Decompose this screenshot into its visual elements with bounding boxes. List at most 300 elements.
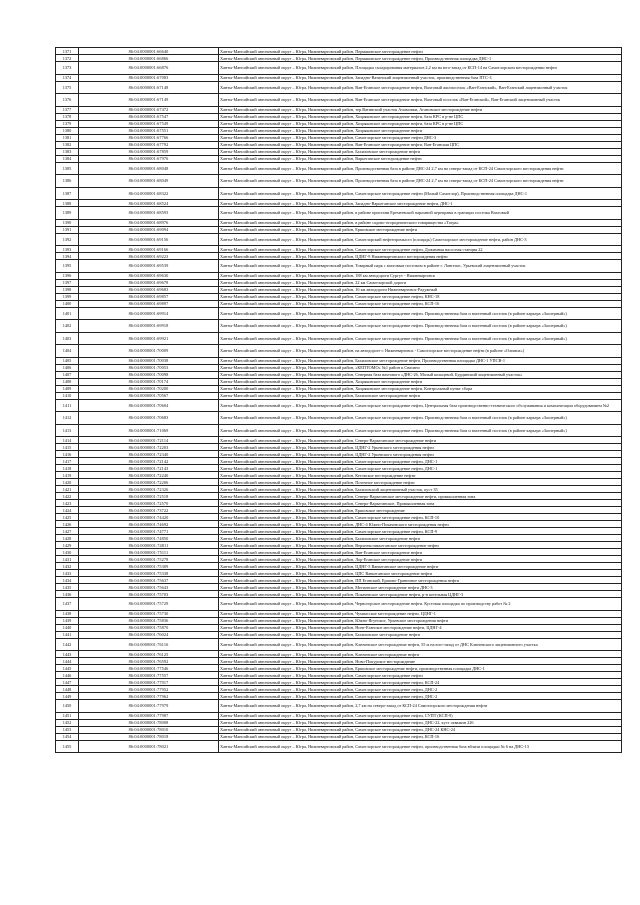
row-number-cell: 1385 xyxy=(56,162,79,175)
table-row xyxy=(56,187,622,200)
row-number-cell: 1433 xyxy=(56,570,79,577)
location-address-cell: Ханты-Мансийский автономный округ – Югра, Нижневартовский район, Поточное месторождение нефти xyxy=(219,479,622,486)
table-row xyxy=(56,610,622,617)
row-number-cell: 1452 xyxy=(56,719,79,726)
table-row xyxy=(56,55,622,62)
location-address-cell: Ханты-Мансийский автономный округ – Югра, Нижневартовский район, Самотлорское месторождение нефти, Дожимная насосная станция 22 xyxy=(219,246,622,253)
location-address-cell: Ханты-Мансийский автономный округ – Югра, Нижневартовский район, Хохряковское месторождение нефти, база КРС в р-не ЦПС xyxy=(219,120,622,127)
table-row xyxy=(56,226,622,233)
location-address-cell: Ханты-Мансийский автономный округ – Югра, Нижневартовский район, Бахиловское месторождение нефти, Производственная площадка ДНС-1 УПСВ-1 xyxy=(219,357,622,364)
table-row xyxy=(56,444,622,451)
cadastral-number-cell: 86:04:0000001:67549 xyxy=(79,120,219,127)
table-row xyxy=(56,535,622,542)
location-address-cell: Ханты-Мансийский автономный округ – Югра, Нижневартовский район, Самотлорское месторождение нефти, КНС-18 xyxy=(219,293,622,300)
table-row xyxy=(56,712,622,719)
row-number-cell: 1447 xyxy=(56,679,79,686)
table-row xyxy=(56,81,622,94)
row-number-cell: 1417 xyxy=(56,458,79,465)
location-address-cell: Ханты-Мансийский автономный округ – Югра, Нижневартовский район, Мегионское месторождение нефти ДНС-3 xyxy=(219,584,622,591)
cadastral-number-cell: 86:04:0000001:71069 xyxy=(79,424,219,437)
location-address-cell: Ханты-Мансийский автономный округ – Югра, Нижневартовский район, Верхнеколикъеганское месторождение нефти xyxy=(219,542,622,549)
location-address-cell: Ханты-Мансийский автономный округ – Югра, Нижневартовский район, в районе садово-огороднического товарищества «Тагра» xyxy=(219,219,622,226)
table-row xyxy=(56,332,622,345)
location-address-cell: Ханты-Мансийский автономный округ – Югра, Нижневартовский район, Самотлорское месторождение нефти, Центральная база производственно-технического обслуживания и комплектации оборудованием №2 xyxy=(219,399,622,412)
location-address-cell: Ханты-Мансийский автономный округ – Югра, Нижневартовский район, Самотлорское месторождение нефти. Производственная база и вахтенный поселок (в районе карьера «Заозерный») xyxy=(219,412,622,425)
cadastral-number-cell: 86:04:0000001:77557 xyxy=(79,672,219,679)
cadastral-number-cell: 86:04:0000001:76024 xyxy=(79,631,219,638)
row-number-cell: 1380 xyxy=(56,127,79,134)
location-address-cell: Ханты-Мансийский автономный округ – Югра, Нижневартовский район, Хохряковское месторождение нефти, Контрольный пункт сбора xyxy=(219,385,622,392)
table-row xyxy=(56,465,622,472)
row-number-cell: 1379 xyxy=(56,120,79,127)
table-row xyxy=(56,120,622,127)
location-address-cell: Ханты-Мансийский автономный округ – Югра, Нижневартовский район, 2,7 км на северо-запад от КСП-24 Самотлорского месторождения нефти xyxy=(219,700,622,713)
cadastral-number-cell: 86:04:0000001:72570 xyxy=(79,500,219,507)
location-address-cell: Ханты-Мансийский автономный округ – Югра, Нижневартовский район, Западно-Варьеганское месторождение нефти, ДНС-1 xyxy=(219,200,622,207)
location-address-cell: Ханты-Мансийский автономный округ – Югра, Нижневартовский район, «КЕПТОМО» №1 район п.Свасино xyxy=(219,364,622,371)
cadastral-number-cell: 86:04:0000001:70200 xyxy=(79,385,219,392)
location-address-cell: Ханты-Мансийский автономный округ – Югра, Нижневартовский район, Нонг-Еганское месторождение нефти, ЦДНГ-4 xyxy=(219,624,622,631)
cadastral-number-cell: 86:04:0000001:66876 xyxy=(79,62,219,75)
cadastral-number-cell: 86:04:0000001:72518 xyxy=(79,493,219,500)
location-address-cell: Ханты-Мансийский автономный округ – Югра, Нижневартовский район, ДНС-4 Южно-Покачевского месторождения нефти xyxy=(219,521,622,528)
row-number-cell: 1415 xyxy=(56,444,79,451)
row-number-cell: 1392 xyxy=(56,233,79,246)
cadastral-number-cell: 86:04:0000001:76116 xyxy=(79,638,219,651)
row-number-cell: 1432 xyxy=(56,563,79,570)
row-number-cell: 1401 xyxy=(56,307,79,320)
table-row xyxy=(56,507,622,514)
row-number-cell: 1389 xyxy=(56,207,79,220)
row-number-cell: 1434 xyxy=(56,577,79,584)
location-address-cell: Ханты-Мансийский автономный округ – Югра, Нижневартовский район, Самотлорское месторождение нефти, КСП-9 xyxy=(219,528,622,535)
location-address-cell: Ханты-Мансийский автономный округ – Югра, Нижневартовский район, Варьеганское месторождение нефти xyxy=(219,155,622,162)
row-number-cell: 1412 xyxy=(56,412,79,425)
row-number-cell: 1416 xyxy=(56,451,79,458)
row-number-cell: 1404 xyxy=(56,345,79,358)
row-number-cell: 1410 xyxy=(56,392,79,399)
location-address-cell: Ханты-Мансийский автономный округ – Югра, Нижневартовский район, Самотлорское месторождение нефти. Производственная база и вахтенный поселок (в районе карьера «Заозерный») xyxy=(219,320,622,333)
location-address-cell: Ханты-Мансийский автономный округ – Югра, Нижневартовский район, Северо-Варьеганское месторождение нефти xyxy=(219,437,622,444)
row-number-cell: 1423 xyxy=(56,500,79,507)
cadastral-number-cell: 86:04:0000001:67551 xyxy=(79,127,219,134)
location-address-cell: Ханты-Мансийский автономный округ – Югра, Нижневартовский район, ЦДНГ-2 Урьевского месторождения нефти xyxy=(219,451,622,458)
row-number-cell: 1442 xyxy=(56,638,79,651)
cadastral-number-cell: 86:04:0000001:66866 xyxy=(79,55,219,62)
row-number-cell: 1407 xyxy=(56,371,79,378)
cadastral-number-cell: 86:04:0000001:78018 xyxy=(79,733,219,740)
table-row xyxy=(56,672,622,679)
table-row xyxy=(56,378,622,385)
table-row xyxy=(56,631,622,638)
location-address-cell: Ханты-Мансийский автономный округ – Югра, Нижневартовский район, Самотлорское месторождение нефти, ДНС-1 xyxy=(219,465,622,472)
table-row xyxy=(56,399,622,412)
cadastral-number-cell: 86:04:0000001:74850 xyxy=(79,535,219,542)
cadastral-number-cell: 86:04:0000001:69630 xyxy=(79,272,219,279)
location-address-cell: Ханты-Мансийский автономный округ – Югра, Нижневартовский район, Самотлорское месторождение нефти, СУПТ (КСП-9) xyxy=(219,712,622,719)
location-address-cell: Ханты-Мансийский автономный округ – Югра, Нижневартовский район, Самотлорское месторождение нефти, производственная база вблизи площадки № 6 на ДНС-13 xyxy=(219,740,622,753)
cadastral-number-cell: 86:04:0000001:70053 xyxy=(79,364,219,371)
row-number-cell: 1390 xyxy=(56,219,79,226)
table-row xyxy=(56,514,622,521)
row-number-cell: 1431 xyxy=(56,556,79,563)
location-address-cell: Ханты-Мансийский автономный округ – Югра, Нижневартовский район, ЦПС Ваньеганское месторождение нефти xyxy=(219,570,622,577)
row-number-cell: 1444 xyxy=(56,658,79,665)
row-number-cell: 1387 xyxy=(56,187,79,200)
location-address-cell: Ханты-Мансийский автономный округ – Югра, Нижневартовский район, Самотлорское месторождение нефти, КСП-16 xyxy=(219,300,622,307)
cadastral-number-cell: 86:04:0000001:78021 xyxy=(79,740,219,753)
location-address-cell: Ханты-Мансийский автономный округ – Югра, Нижневартовский район, ЦДНГ-5 Ваньеганское месторождение нефти xyxy=(219,563,622,570)
location-address-cell: Ханты-Мансийский автономный округ – Югра, Нижневартовский район, Бахиловское месторождение нефти xyxy=(219,392,622,399)
table-row xyxy=(56,617,622,624)
table-row xyxy=(56,500,622,507)
row-number-cell: 1383 xyxy=(56,148,79,155)
location-address-cell: Ханты-Мансийский автономный округ – Югра, Нижневартовский район, 188 км автодороги Сургут - Нижневартовск xyxy=(219,272,622,279)
cadastral-number-cell: 86:04:0000001:70683 xyxy=(79,412,219,425)
row-number-cell: 1403 xyxy=(56,332,79,345)
table-row xyxy=(56,155,622,162)
location-address-cell: Ханты-Мансийский автономный округ – Югра, Нижневартовский район, Самотлорское месторождение нефти, КСП-16 xyxy=(219,733,622,740)
table-row xyxy=(56,162,622,175)
table-row xyxy=(56,686,622,693)
cadastral-number-cell: 86:04:0000001:74420 xyxy=(79,514,219,521)
location-address-cell: Ханты-Мансийский автономный округ – Югра, Нижневартовский район, Самотлорский нефтепромысел (площадь) Самотлорское месторождение нефти, район ДНС-3 xyxy=(219,233,622,246)
location-address-cell: Ханты-Мансийский автономный округ – Югра, Нижневартовский район, Самотлорское месторождение нефти, КСП-10 xyxy=(219,514,622,521)
location-address-cell: Ханты-Мансийский автономный округ – Югра, Нижневартовский район, Пермяковское месторождение нефти xyxy=(219,48,622,55)
row-number-cell: 1394 xyxy=(56,253,79,260)
table-row xyxy=(56,528,622,535)
table-row xyxy=(56,451,622,458)
cadastral-number-cell: 86:04:0000001:68049 xyxy=(79,175,219,188)
table-row xyxy=(56,357,622,364)
cadastral-number-cell: 86:04:0000001:67859 xyxy=(79,148,219,155)
location-address-cell: Ханты-Мансийский автономный округ – Югра, Нижневартовский район, Самотлорское месторождение нефти ДНС-3 xyxy=(219,134,622,141)
cadastral-number-cell: 86:04:0000001:72240 xyxy=(79,472,219,479)
cadastral-number-cell: 86:04:0000001:72142 xyxy=(79,458,219,465)
row-number-cell: 1441 xyxy=(56,631,79,638)
location-address-cell: Ханты-Мансийский автономный округ – Югра, Нижневартовский район, Самотлорское месторождение нефти. Производственная база и вахтенный поселок (в районе карьера «Заозерный») xyxy=(219,307,622,320)
location-address-cell: Ханты-Мансийский автономный округ – Югра, Нижневартовский район, в районе пристани Еремеевской паромной переправы в границах поселка Вахтовый xyxy=(219,207,622,220)
table-row xyxy=(56,320,622,333)
row-number-cell: 1420 xyxy=(56,479,79,486)
location-address-cell: Ханты-Мансийский автономный округ – Югра, Нижневартовский район, Самотлорское месторождение нефти, ДНС-2 xyxy=(219,686,622,693)
row-number-cell: 1422 xyxy=(56,493,79,500)
row-number-cell: 1377 xyxy=(56,106,79,113)
cadastral-number-cell: 86:04:0000001:72340 xyxy=(79,451,219,458)
row-number-cell: 1413 xyxy=(56,424,79,437)
row-number-cell: 1402 xyxy=(56,320,79,333)
cadastral-number-cell: 86:04:0000001:69166 xyxy=(79,246,219,253)
cadastral-number-cell: 86:04:0000001:68322 xyxy=(79,187,219,200)
cadastral-number-cell: 86:04:0000001:70174 xyxy=(79,378,219,385)
row-number-cell: 1425 xyxy=(56,514,79,521)
row-number-cell: 1421 xyxy=(56,486,79,493)
row-number-cell: 1437 xyxy=(56,598,79,611)
table-row xyxy=(56,293,622,300)
cadastral-number-cell: 86:04:0000001:69539 xyxy=(79,260,219,273)
cadastral-number-cell: 86:04:0000001:75643 xyxy=(79,584,219,591)
location-address-cell: Ханты-Мансийский автономный округ – Югра, Нижневартовский район, Ершовское месторождение xyxy=(219,507,622,514)
location-address-cell: Ханты-Мансийский автономный округ – Югра, Нижневартовский район, Ершовское месторождение нефти xyxy=(219,226,622,233)
table-row xyxy=(56,148,622,155)
location-address-cell: Ханты-Мансийский автономный округ – Югра, Нижневартовский район, Самотлорское месторождение нефти (Малый Самотлор), Производственная площадка ДНС-1 xyxy=(219,187,622,200)
table-row xyxy=(56,424,622,437)
cadastral-number-cell: 86:04:0000001:67149 xyxy=(79,94,219,107)
location-address-cell: Ханты-Мансийский автономный округ – Югра, Нижневартовский район, ПП Еганский, Ершово-Граничное месторождения нефти xyxy=(219,577,622,584)
table-row xyxy=(56,260,622,273)
table-row xyxy=(56,141,622,148)
location-address-cell: Ханты-Мансийский автономный округ – Югра, Нижневартовский район, Южно-Ягунское, Урьевское месторождения нефти xyxy=(219,617,622,624)
row-number-cell: 1450 xyxy=(56,700,79,713)
cadastral-number-cell: 86:04:0000001:67148 xyxy=(79,81,219,94)
cadastral-number-cell: 86:04:0000001:67792 xyxy=(79,141,219,148)
row-number-cell: 1411 xyxy=(56,399,79,412)
location-address-cell: Ханты-Мансийский автономный округ – Югра, Нижневартовский район, Пермяковское месторождение нефти, Производственная площадка ДНС-1 xyxy=(219,55,622,62)
table-row xyxy=(56,134,622,141)
cadastral-number-cell: 86:04:0000001:69683 xyxy=(79,286,219,293)
row-number-cell: 1378 xyxy=(56,113,79,120)
cadastral-number-cell: 86:04:0000001:68048 xyxy=(79,162,219,175)
cadastral-number-cell: 86:04:0000001:72143 xyxy=(79,465,219,472)
cadastral-number-cell: 86:04:0000001:68593 xyxy=(79,207,219,220)
table-row xyxy=(56,563,622,570)
table-row xyxy=(56,246,622,253)
cadastral-number-cell: 86:04:0000001:72326 xyxy=(79,486,219,493)
row-number-cell: 1414 xyxy=(56,437,79,444)
table-row xyxy=(56,665,622,672)
row-number-cell: 1445 xyxy=(56,665,79,672)
row-number-cell: 1398 xyxy=(56,286,79,293)
table-row xyxy=(56,371,622,378)
cadastral-number-cell: 86:04:0000001:67976 xyxy=(79,155,219,162)
cadastral-number-cell: 86:04:0000001:75836 xyxy=(79,617,219,624)
cadastral-number-cell: 86:04:0000001:75729 xyxy=(79,598,219,611)
row-number-cell: 1384 xyxy=(56,155,79,162)
cadastral-number-cell: 86:04:0000001:67547 xyxy=(79,113,219,120)
table-row xyxy=(56,719,622,726)
table-row xyxy=(56,253,622,260)
row-number-cell: 1386 xyxy=(56,175,79,188)
location-address-cell: Ханты-Мансийский автономный округ – Югра, Нижневартовский район, Ново-Покурское месторождение xyxy=(219,658,622,665)
location-address-cell: Ханты-Мансийский автономный округ – Югра, Нижневартовский район, Ван-Еганское месторождение нефти xyxy=(219,549,622,556)
row-number-cell: 1440 xyxy=(56,624,79,631)
cadastral-number-cell: 86:04:0000001:75338 xyxy=(79,570,219,577)
cadastral-number-cell: 86:04:0000001:69156 xyxy=(79,233,219,246)
table-row xyxy=(56,300,622,307)
row-number-cell: 1448 xyxy=(56,686,79,693)
cadastral-number-cell: 86:04:0000001:75111 xyxy=(79,549,219,556)
row-number-cell: 1405 xyxy=(56,357,79,364)
cadastral-number-cell: 86:04:0000001:77962 xyxy=(79,693,219,700)
cadastral-number-cell: 86:04:0000001:74811 xyxy=(79,542,219,549)
table-row xyxy=(56,364,622,371)
row-number-cell: 1372 xyxy=(56,55,79,62)
location-address-cell: Ханты-Мансийский автономный округ – Югра, Нижневартовский район, Ключевское месторождение нефти xyxy=(219,651,622,658)
row-number-cell: 1409 xyxy=(56,385,79,392)
cadastral-number-cell: 86:04:0000001:69223 xyxy=(79,253,219,260)
cadastral-number-cell: 86:04:0000001:68524 xyxy=(79,200,219,207)
location-address-cell: Ханты-Мансийский автономный округ – Югра, Нижневартовский район, на автодороге г. Нижневартовск - Самотлорское месторождение нефти (в районе «Олимпа») xyxy=(219,345,622,358)
row-number-cell: 1382 xyxy=(56,141,79,148)
table-row xyxy=(56,345,622,358)
cadastral-number-cell: 86:04:0000001:69921 xyxy=(79,332,219,345)
cadastral-number-cell: 86:04:0000001:77546 xyxy=(79,665,219,672)
location-address-cell: Ханты-Мансийский автономный округ – Югра, Нижневартовский район, Лор-Еганское месторождение нефти xyxy=(219,556,622,563)
location-address-cell: Ханты-Мансийский автономный округ – Югра, Нижневартовский район, Производственная база в районе ДНС-24 2,7 км на северо-запад от КСП-24 Самотлорского месторождения нефти xyxy=(219,162,622,175)
location-address-cell: Ханты-Мансийский автономный округ – Югра, Нижневартовский район, Черногорское месторождение нефти. Кустовая площадка по производству работ № 2 xyxy=(219,598,622,611)
cadastral-number-cell: 86:04:0000001:77917 xyxy=(79,679,219,686)
row-number-cell: 1395 xyxy=(56,260,79,273)
cadastral-number-cell: 86:04:0000001:76592 xyxy=(79,658,219,665)
location-address-cell: Ханты-Мансийский автономный округ – Югра, Нижневартовский район, Товарный парк с вахтовым поселком в районе г. Лангепас, Урьевский лицензионный участок xyxy=(219,260,622,273)
table-row xyxy=(56,127,622,134)
table-row xyxy=(56,493,622,500)
table-row xyxy=(56,542,622,549)
cadastral-number-cell: 86:04:0000001:69094 xyxy=(79,226,219,233)
table-row xyxy=(56,219,622,226)
location-address-cell: Ханты-Мансийский автономный округ – Югра, Нижневартовский район, Хохряковское месторождение нефти xyxy=(219,127,622,134)
row-number-cell: 1399 xyxy=(56,293,79,300)
row-number-cell: 1453 xyxy=(56,726,79,733)
location-address-cell: Ханты-Мансийский автономный округ – Югра, Нижневартовский район, Ван-Еганское месторождение нефти, Вахтовый поселок «Ван-Еганский», Ван-Еганский лицензионный участок xyxy=(219,94,622,107)
table-row xyxy=(56,74,622,81)
cadastral-number-cell: 86:04:0000001:69678 xyxy=(79,279,219,286)
location-address-cell: Ханты-Мансийский автономный округ – Югра, Нижневартовский район, Бахиловское месторождение нефти xyxy=(219,148,622,155)
cadastral-number-cell: 86:04:0000001:78010 xyxy=(79,726,219,733)
table-row xyxy=(56,624,622,631)
location-address-cell: Ханты-Мансийский автономный округ – Югра, Нижневартовский район, Ключевское месторождение нефти, 55 м на юго-запад от ДНС Ключевского лицензионного участка xyxy=(219,638,622,651)
location-address-cell: Ханты-Мансийский автономный округ – Югра, Нижневартовский район, Самотлорское месторождение нефти. Производственная база и вахтенный поселок (в районе карьера «Заозерный») xyxy=(219,424,622,437)
cadastral-number-cell: 86:04:0000001:68976 xyxy=(79,219,219,226)
row-number-cell: 1430 xyxy=(56,549,79,556)
cadastral-number-cell: 86:04:0000001:69857 xyxy=(79,293,219,300)
cadastral-number-cell: 86:04:0000001:75278 xyxy=(79,556,219,563)
location-address-cell: Ханты-Мансийский автономный округ – Югра, Нижневартовский район, 22 км Самотлорской дороги xyxy=(219,279,622,286)
location-address-cell: Ханты-Мансийский автономный округ – Югра, Нижневартовский район, Самотлорское месторождение нефти, КСП-24 xyxy=(219,679,622,686)
cadastral-number-cell: 86:04:0000001:67766 xyxy=(79,134,219,141)
row-number-cell: 1375 xyxy=(56,81,79,94)
cadastral-number-cell: 86:04:0000001:74771 xyxy=(79,528,219,535)
table-row xyxy=(56,175,622,188)
row-number-cell: 1408 xyxy=(56,378,79,385)
location-address-cell: Ханты-Мансийский автономный округ – Югра, Нижневартовский район, Бахиловский лицензионный участок, куст 35 xyxy=(219,486,622,493)
table-row xyxy=(56,279,622,286)
row-number-cell: 1455 xyxy=(56,740,79,753)
row-number-cell: 1429 xyxy=(56,542,79,549)
cadastral-number-cell: 86:04:0000001:70038 xyxy=(79,357,219,364)
row-number-cell: 1419 xyxy=(56,472,79,479)
location-address-cell: Ханты-Мансийский автономный округ – Югра, Нижневартовский район, Самотлорское месторождение нефти xyxy=(219,672,622,679)
table-row xyxy=(56,113,622,120)
cadastral-number-cell: 86:04:0000001:69918 xyxy=(79,320,219,333)
table-row xyxy=(56,479,622,486)
row-number-cell: 1381 xyxy=(56,134,79,141)
row-number-cell: 1374 xyxy=(56,74,79,81)
row-number-cell: 1454 xyxy=(56,733,79,740)
cadastral-number-cell: 86:04:0000001:72114 xyxy=(79,437,219,444)
table-row xyxy=(56,577,622,584)
row-number-cell: 1446 xyxy=(56,672,79,679)
table-row xyxy=(56,412,622,425)
location-address-cell: Ханты-Мансийский автономный округ – Югра, Нижневартовский район, тер.Ватинский участок Ачимовки, Агановское месторождение нефти xyxy=(219,106,622,113)
location-address-cell: Ханты-Мансийский автономный округ – Югра, Нижневартовский район, Самотлорское месторождение нефти, ДНС-2 xyxy=(219,693,622,700)
location-address-cell: Ханты-Мансийский автономный округ – Югра, Нижневартовский район, Бахиловское месторождение нефти xyxy=(219,535,622,542)
cadastral-number-cell: 86:04:0000001:75870 xyxy=(79,624,219,631)
cadastral-number-cell: 86:04:0000001:67472 xyxy=(79,106,219,113)
location-address-cell: Ханты-Мансийский автономный округ – Югра, Нижневартовский район, Хохряковское месторождение нефти xyxy=(219,378,622,385)
row-number-cell: 1443 xyxy=(56,651,79,658)
table-row xyxy=(56,521,622,528)
table-row xyxy=(56,584,622,591)
cadastral-number-cell: 86:04:0000001:70604 xyxy=(79,399,219,412)
location-address-cell: Ханты-Мансийский автономный округ – Югра, Нижневартовский район, 16 км автодороги Нижневартовск-Радужный xyxy=(219,286,622,293)
table-row xyxy=(56,740,622,753)
location-address-cell: Ханты-Мансийский автономный округ – Югра, Нижневартовский район, Западно-Ватинский лицензионный участок, производственная база ПТС-3 xyxy=(219,74,622,81)
table-row xyxy=(56,638,622,651)
row-number-cell: 1397 xyxy=(56,279,79,286)
table-row xyxy=(56,48,622,55)
row-number-cell: 1373 xyxy=(56,62,79,75)
cadastral-number-cell: 86:04:0000001:77987 xyxy=(79,712,219,719)
cadastral-number-cell: 86:04:0000001:72203 xyxy=(79,444,219,451)
table-row xyxy=(56,651,622,658)
location-address-cell: Ханты-Мансийский автономный округ – Югра, Нижневартовский район, Чумпасское месторождение нефти, ЦДНГ-1 xyxy=(219,610,622,617)
location-address-cell: Ханты-Мансийский автономный округ – Югра, Нижневартовский район, Производственная база в районе ДНС-24 2,7 км на северо-запад от КСП-24 Самотлорского месторождения нефти xyxy=(219,175,622,188)
cadastral-number-cell: 86:04:0000001:69914 xyxy=(79,307,219,320)
table-row xyxy=(56,307,622,320)
cadastral-number-cell: 86:04:0000001:75637 xyxy=(79,577,219,584)
cadastral-number-cell: 86:04:0000001:76125 xyxy=(79,651,219,658)
row-number-cell: 1426 xyxy=(56,521,79,528)
location-address-cell: Ханты-Мансийский автономный округ – Югра, Нижневартовский район, Северо-Варьеганское месторождение нефти, промышленная зона xyxy=(219,493,622,500)
cadastral-number-cell: 86:04:0000001:77979 xyxy=(79,700,219,713)
table-row xyxy=(56,272,622,279)
cadastral-number-cell: 86:04:0000001:73722 xyxy=(79,507,219,514)
cadastral-number-cell: 86:04:0000001:70009 xyxy=(79,345,219,358)
row-number-cell: 1400 xyxy=(56,300,79,307)
cadastral-number-cell: 86:04:0000001:77952 xyxy=(79,686,219,693)
row-number-cell: 1451 xyxy=(56,712,79,719)
row-number-cell: 1438 xyxy=(56,610,79,617)
row-number-cell: 1435 xyxy=(56,584,79,591)
cadastral-number-cell: 86:04:0000001:67083 xyxy=(79,74,219,81)
table-row xyxy=(56,437,622,444)
location-address-cell: Ханты-Мансийский автономный округ – Югра, Нижневартовский район, Самотлорское месторождение нефти, ДНС-24 КНС-24 xyxy=(219,726,622,733)
location-address-cell: Ханты-Мансийский автономный округ – Югра, Нижневартовский район, Кетовское месторождение нефти xyxy=(219,472,622,479)
table-row xyxy=(56,106,622,113)
table-row xyxy=(56,679,622,686)
table-row xyxy=(56,94,622,107)
location-address-cell: Ханты-Мансийский автономный округ – Югра, Нижневартовский район, Покачевское месторождение нефти, р-н котельная ЦДНГ-3 xyxy=(219,591,622,598)
location-address-cell: Ханты-Мансийский автономный округ – Югра, Нижневартовский район, ЦДНГ-2 Урьевского месторождения нефти xyxy=(219,444,622,451)
cadastral-number-cell: 86:04:0000001:75730 xyxy=(79,610,219,617)
row-number-cell: 1371 xyxy=(56,48,79,55)
table-row xyxy=(56,385,622,392)
table-row xyxy=(56,458,622,465)
row-number-cell: 1388 xyxy=(56,200,79,207)
cadastral-number-cell: 86:04:0000001:75703 xyxy=(79,591,219,598)
registry-table-body xyxy=(56,48,622,753)
row-number-cell: 1396 xyxy=(56,272,79,279)
row-number-cell: 1424 xyxy=(56,507,79,514)
table-row xyxy=(56,392,622,399)
location-address-cell: Ханты-Мансийский автономный округ – Югра, Нижневартовский район, Самотлорское месторождение нефти, ДНС-22, куст скважин 226 xyxy=(219,719,622,726)
table-row xyxy=(56,486,622,493)
cadastral-number-cell: 86:04:0000001:70567 xyxy=(79,392,219,399)
row-number-cell: 1393 xyxy=(56,246,79,253)
cadastral-number-cell: 86:04:0000001:75309 xyxy=(79,563,219,570)
cadastral-number-cell: 86:04:0000001:69897 xyxy=(79,300,219,307)
